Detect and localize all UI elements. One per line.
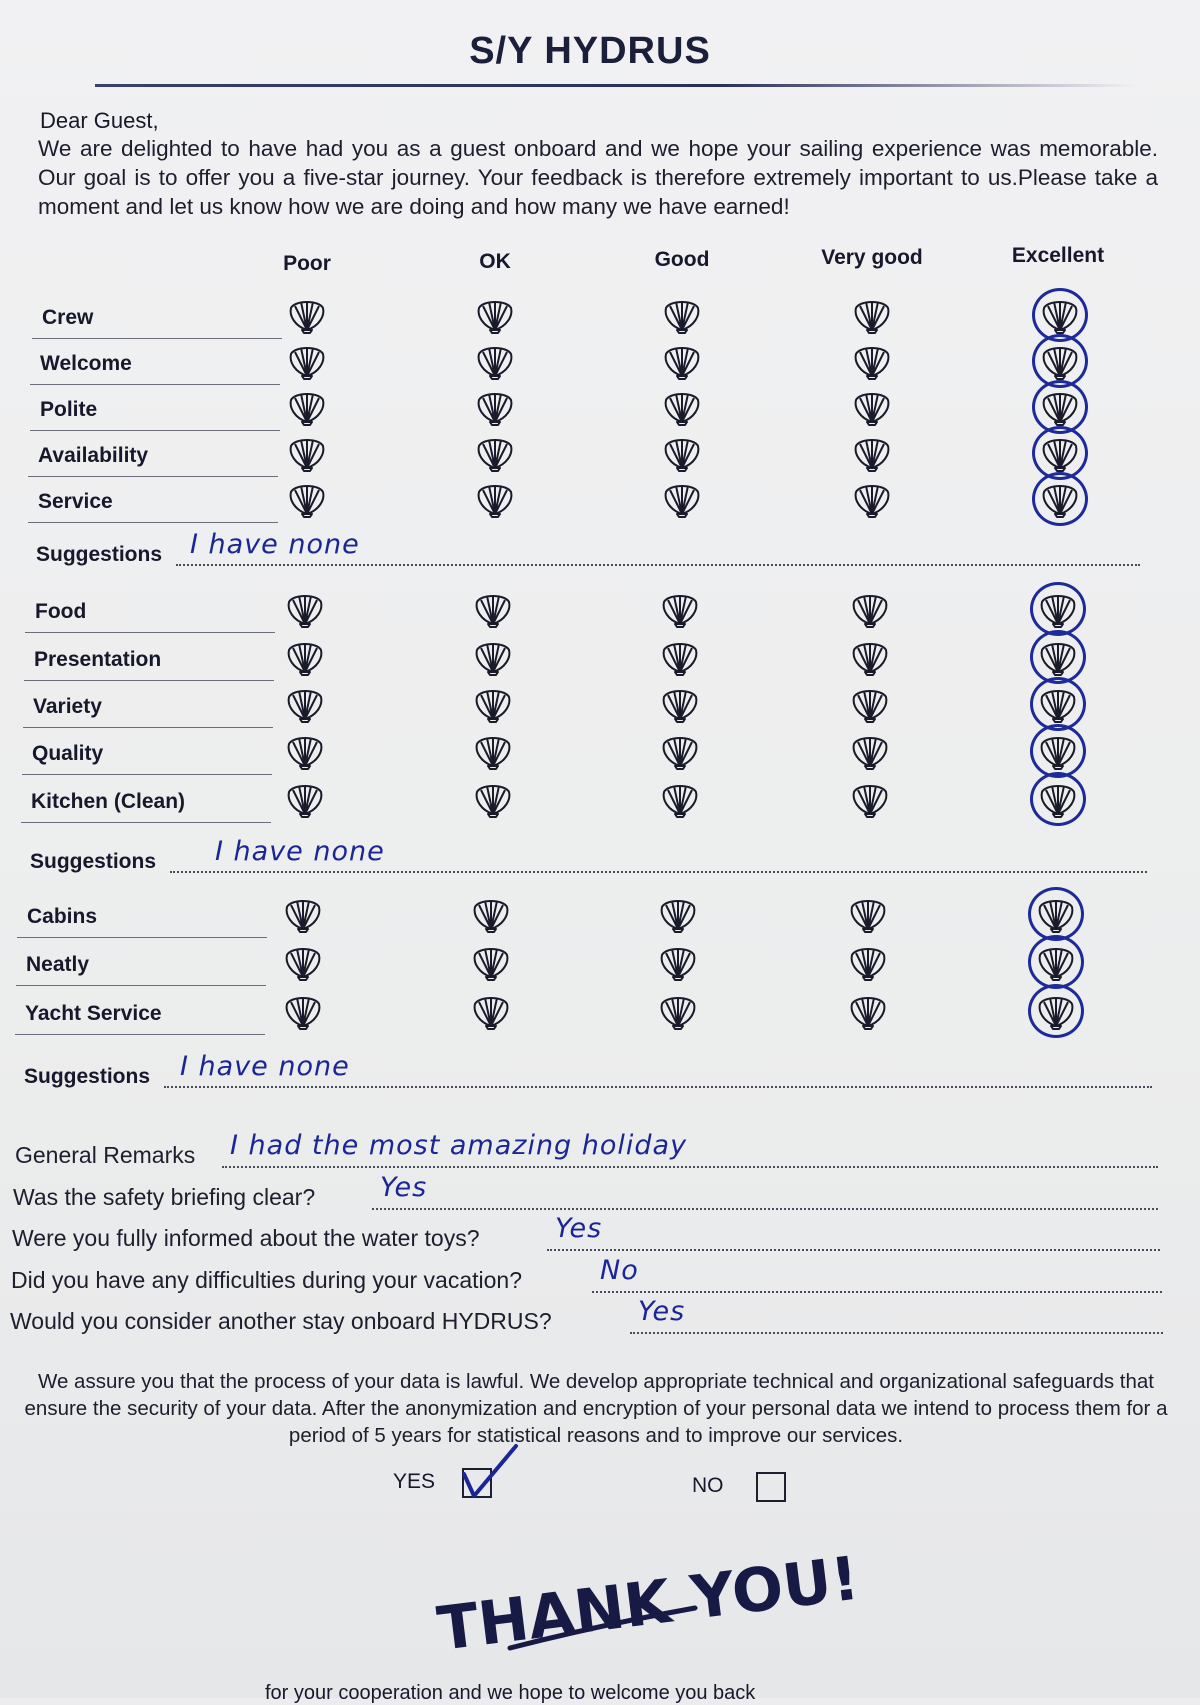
column-header-poor: Poor — [283, 252, 331, 275]
shell-rating-icon[interactable] — [658, 943, 698, 981]
title-divider — [95, 84, 1135, 87]
suggestions-field-line[interactable] — [170, 871, 1147, 873]
shell-rating-icon[interactable] — [287, 388, 327, 426]
shell-rating-icon[interactable] — [850, 732, 890, 770]
intro-paragraph: We are delighted to have had you as a guest onboard and we hope your sailing experience was memorable. Our goal is to offer you a five-star journey. Your feedback is therefore extremely important to us.Please take a moment and let us know how we are doing and how many we have earned! — [38, 136, 1158, 219]
question-answer: Yes — [555, 1213, 603, 1244]
selected-rating-circle — [1032, 472, 1088, 526]
shell-rating-icon[interactable] — [848, 943, 888, 981]
answer-field-line[interactable] — [630, 1332, 1163, 1334]
selected-rating-circle — [1030, 677, 1086, 731]
footer-text: for your cooperation and we hope to welcome you back — [265, 1682, 756, 1704]
row-divider — [32, 338, 282, 339]
greeting: Dear Guest, — [40, 108, 159, 133]
shell-rating-icon[interactable] — [475, 480, 515, 518]
shell-rating-icon[interactable] — [285, 685, 325, 723]
row-divider — [21, 822, 271, 823]
row-divider — [30, 430, 280, 431]
answer-field-line[interactable] — [547, 1249, 1160, 1251]
shell-rating-icon[interactable] — [471, 943, 511, 981]
shell-rating-icon[interactable] — [287, 434, 327, 472]
shell-rating-icon[interactable] — [848, 895, 888, 933]
suggestions-answer: I have none — [190, 529, 360, 560]
row-divider — [28, 476, 278, 477]
shell-rating-icon[interactable] — [285, 590, 325, 628]
selected-rating-circle — [1028, 984, 1084, 1038]
rating-row-label: Cabins — [27, 905, 98, 928]
shell-rating-icon[interactable] — [662, 434, 702, 472]
shell-rating-icon[interactable] — [471, 992, 511, 1030]
shell-rating-icon[interactable] — [283, 943, 323, 981]
shell-rating-icon[interactable] — [475, 342, 515, 380]
shell-rating-icon[interactable] — [660, 732, 700, 770]
shell-rating-icon[interactable] — [662, 342, 702, 380]
rating-row-label: Welcome — [40, 352, 132, 375]
consent-no-label: NO — [692, 1474, 724, 1497]
question-label: General Remarks — [15, 1142, 196, 1168]
shell-rating-icon[interactable] — [852, 296, 892, 334]
shell-rating-icon[interactable] — [660, 685, 700, 723]
selected-rating-circle — [1028, 935, 1084, 989]
suggestions-answer: I have none — [215, 836, 385, 867]
question-label: Did you have any difficulties during your vacation? — [11, 1267, 522, 1293]
question-label: Were you fully informed about the water toys? — [12, 1225, 480, 1251]
rating-row-label: Presentation — [34, 648, 162, 671]
shell-rating-icon[interactable] — [662, 480, 702, 518]
suggestions-field-line[interactable] — [164, 1086, 1152, 1088]
suggestions-label: Suggestions — [24, 1065, 151, 1088]
rating-row-label: Food — [35, 600, 87, 623]
selected-rating-circle — [1030, 724, 1086, 778]
shell-rating-icon[interactable] — [660, 590, 700, 628]
rating-row-label: Kitchen (Clean) — [31, 790, 186, 813]
shell-rating-icon[interactable] — [850, 780, 890, 818]
question-answer: Yes — [380, 1172, 428, 1203]
form-title: S/Y HYDRUS — [469, 30, 711, 72]
shell-rating-icon[interactable] — [852, 480, 892, 518]
shell-rating-icon[interactable] — [285, 732, 325, 770]
shell-rating-icon[interactable] — [473, 732, 513, 770]
row-divider — [23, 727, 273, 728]
shell-rating-icon[interactable] — [287, 296, 327, 334]
row-divider — [15, 1034, 265, 1035]
rating-row-label: Crew — [42, 306, 94, 329]
shell-rating-icon[interactable] — [285, 638, 325, 676]
shell-rating-icon[interactable] — [475, 296, 515, 334]
answer-field-line[interactable] — [372, 1208, 1158, 1210]
row-divider — [16, 985, 266, 986]
column-header-ok: OK — [479, 250, 511, 273]
question-answer: Yes — [638, 1296, 686, 1327]
shell-rating-icon[interactable] — [473, 780, 513, 818]
selected-rating-circle — [1030, 630, 1086, 684]
shell-rating-icon[interactable] — [852, 434, 892, 472]
suggestions-label: Suggestions — [36, 543, 163, 566]
shell-rating-icon[interactable] — [660, 780, 700, 818]
consent-no-checkbox[interactable] — [756, 1472, 786, 1502]
shell-rating-icon[interactable] — [473, 590, 513, 628]
shell-rating-icon[interactable] — [471, 895, 511, 933]
shell-rating-icon[interactable] — [287, 342, 327, 380]
row-divider — [30, 384, 280, 385]
rating-row-label: Availability — [38, 444, 149, 467]
row-divider — [25, 632, 275, 633]
shell-rating-icon[interactable] — [662, 388, 702, 426]
row-divider — [17, 937, 267, 938]
shell-rating-icon[interactable] — [850, 590, 890, 628]
selected-rating-circle — [1030, 772, 1086, 826]
question-label: Would you consider another stay onboard HYDRUS? — [10, 1308, 552, 1334]
rating-row-label: Polite — [40, 398, 98, 421]
shell-rating-icon[interactable] — [660, 638, 700, 676]
shell-rating-icon[interactable] — [852, 342, 892, 380]
shell-rating-icon[interactable] — [848, 992, 888, 1030]
question-answer: I had the most amazing holiday — [230, 1130, 688, 1161]
selected-rating-circle — [1030, 582, 1086, 636]
rating-row-label: Service — [38, 490, 113, 513]
question-label: Was the safety briefing clear? — [13, 1184, 316, 1210]
shell-rating-icon[interactable] — [850, 638, 890, 676]
privacy-notice: We assure you that the process of your data is lawful. We develop appropriate technical and organizational safeguards that ensure the security of your data. After the anonymization and encryption of your personal data we intend to process them for a period of 5 years for statistical reasons and to improve our services. — [24, 1370, 1168, 1447]
shell-rating-icon[interactable] — [473, 638, 513, 676]
rating-row-label: Yacht Service — [25, 1002, 162, 1025]
question-answer: No — [600, 1255, 639, 1286]
rating-row-label: Neatly — [26, 953, 90, 976]
column-header-good: Good — [654, 248, 710, 271]
consent-yes-label: YES — [393, 1470, 436, 1493]
row-divider — [24, 680, 274, 681]
check-mark-icon — [460, 1440, 520, 1500]
answer-field-line[interactable] — [222, 1166, 1158, 1168]
shell-rating-icon[interactable] — [473, 685, 513, 723]
row-divider — [22, 774, 272, 775]
shell-rating-icon[interactable] — [658, 992, 698, 1030]
thank-you-handwriting — [430, 1530, 863, 1665]
shell-rating-icon[interactable] — [662, 296, 702, 334]
rating-row-label: Quality — [32, 742, 104, 765]
shell-rating-icon[interactable] — [475, 434, 515, 472]
shell-rating-icon[interactable] — [658, 895, 698, 933]
rating-row-label: Variety — [33, 695, 102, 718]
shell-rating-icon[interactable] — [475, 388, 515, 426]
suggestions-label: Suggestions — [30, 850, 157, 873]
shell-rating-icon[interactable] — [852, 388, 892, 426]
answer-field-line[interactable] — [592, 1291, 1162, 1293]
selected-rating-circle — [1028, 887, 1084, 941]
column-header-excellent: Excellent — [1011, 244, 1105, 267]
shell-rating-icon[interactable] — [287, 480, 327, 518]
shell-rating-icon[interactable] — [283, 992, 323, 1030]
shell-rating-icon[interactable] — [850, 685, 890, 723]
thank-you-text: THANK YOU! — [433, 1543, 863, 1665]
row-divider — [28, 522, 278, 523]
column-header-very-good: Very good — [821, 246, 923, 269]
suggestions-answer: I have none — [180, 1051, 350, 1082]
shell-rating-icon[interactable] — [283, 895, 323, 933]
shell-rating-icon[interactable] — [285, 780, 325, 818]
suggestions-field-line[interactable] — [176, 564, 1140, 566]
